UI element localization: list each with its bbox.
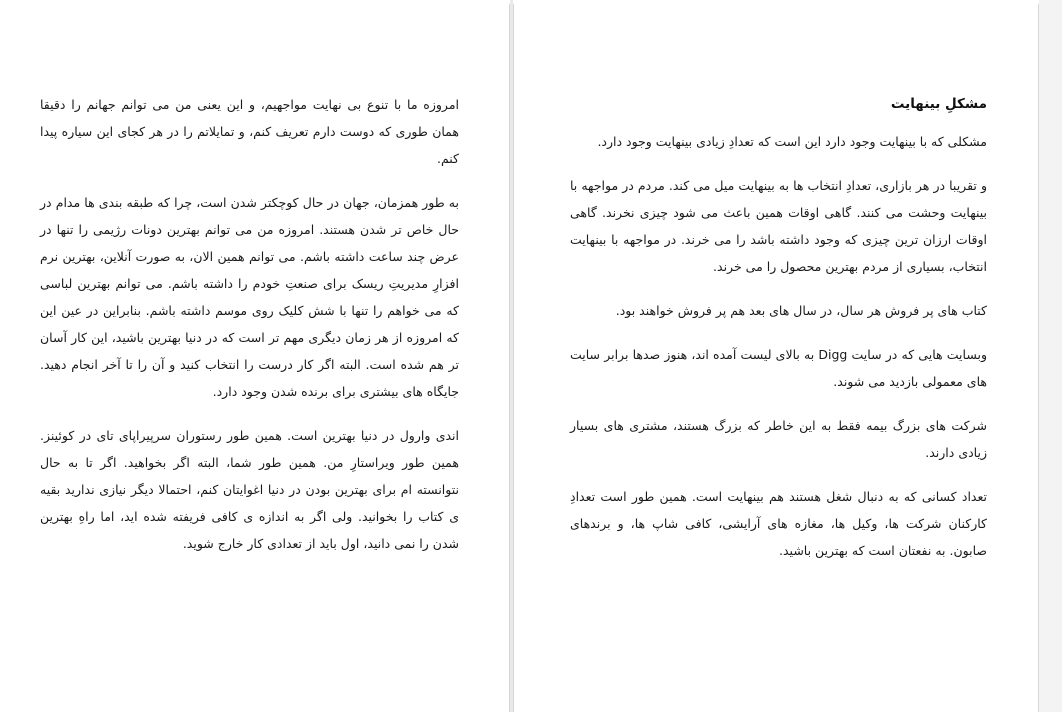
right-page-text (570, 91, 987, 581)
paragraph: تعداد کسانی که به دنبال شغل هستند هم بینهایت است. همین طور است تعدادِ کارکنان شرکت ها، وکیل ها، مغازه های آرایشی، کافی شاپ ها، و برندهای صابون. به نفعتان است که بهترین باشید. (570, 489, 987, 558)
paragraph: وبسایت هایی که در سایت Digg به بالای لیست آمده اند، هنوز صدها برابر سایت های معمولی بازدید می شوند. (570, 347, 987, 389)
paragraph: مشکلی که با بینهایت وجود دارد این است که تعدادِ زیادی بینهایت وجود دارد. (597, 134, 987, 149)
paragraph: به طور همزمان، جهان در حال کوچکتر شدن است، چرا که طبقه بندی ها مدام در حال خاص تر شدن هستند. امروزه من می توانم بهترین دونات رژیمی را تنها در عرض چند ساعت داشته باشم. می توانم همین الان، به صورت آنلاین، بهترین نرم افزارِ مدیریتِ ریسک برای صنعتِ خودم را داشته باشم. می توانم بهترین لباسی که می خواهم را تنها با شش کلیک روی موسم داشته باشم. بنابراین در عین این که امروزه از هر زمان دیگری مهم تر است که در دنیا بهترین باشید، این کار آسان تر هم شده است. البته اگر کار درست را انتخاب کنید و آن را تا آخر انجام دهید. جایگاه های بیشتری برای برنده شدن وجود دارد. (40, 195, 459, 399)
paragraph: امروزه ما با تنوع بی نهایت مواجهیم، و این یعنی من می توانم جهانم را دقیقا همان طوری که دوست دارم تعریف کنم، و تمایلاتم را در هر کجای این سیاره پیدا کنم. (40, 97, 459, 166)
paragraph: اندی وارول در دنیا بهترین است. همین طور رستوران سرپیراپای تای در کوئینز. همین طور ویراستارِ من. همین طور شما، البته اگر بخواهید. اگر تا به حال نتوانسته ام برای بهترین بودن در دنیا اغوایتان کنم، احتمالا دیگر نیازی ندارید بقیه ی کتاب را بخوانید. ولی اگر به اندازه ی کافی فریفته شده اید، اما راهِ بهترین شدن را نمی دانید، اول باید از تعدادی کار خارج شوید. (40, 428, 459, 551)
paragraph: شرکت های بزرگ بیمه فقط به این خاطر که بزرگ هستند، مشتری های بسیار زیادی دارند. (570, 418, 987, 460)
paragraph: و تقریبا در هر بازاری، تعدادِ انتخاب ها به بینهایت میل می کند. مردم در مواجهه با بینهایت وحشت می کنند. گاهی اوقات همین باعث می شود چیزی نخرند. گاهی اوقات ارزان ترین چیزی که وجود داشته باشد را می خرند. در مواجهه با بینهایت انتخاب، بسیاری از مردم بهترین محصول را می خرند. (570, 178, 987, 274)
paragraph: کتاب های پر فروش هر سال، در سال های بعد هم پر فروش خواهند بود. (615, 303, 987, 318)
viewer-edge (1039, 0, 1062, 712)
left-page-text (40, 91, 459, 574)
section-heading: مشکلِ بینهایت (890, 96, 987, 112)
